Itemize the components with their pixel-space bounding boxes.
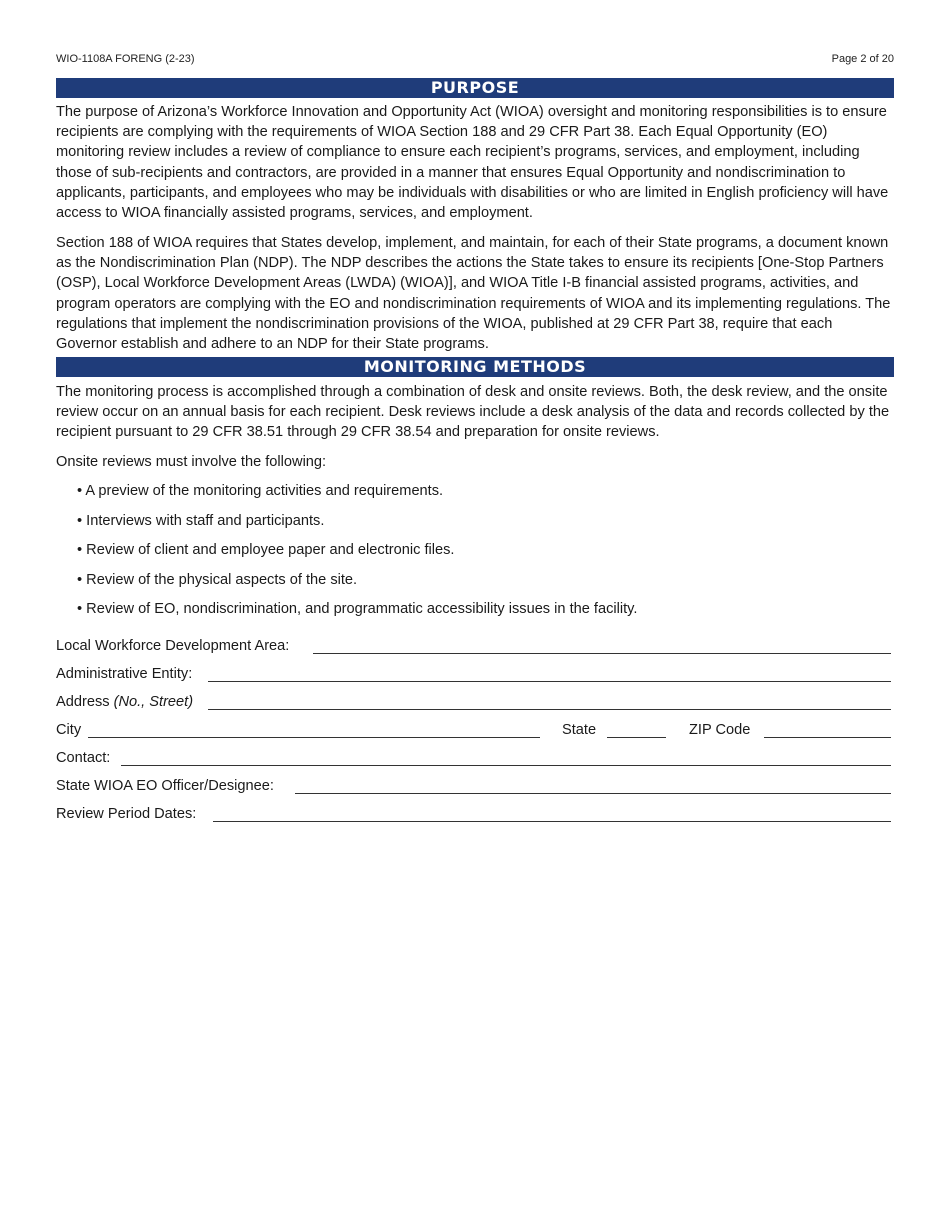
page-number: Page 2 of 20 xyxy=(831,53,894,65)
lwda-label: Local Workforce Development Area: xyxy=(56,638,290,654)
list-item: • Review of EO, nondiscrimination, and programmatic accessibility issues in the facility. xyxy=(77,601,638,617)
purpose-paragraph-2: Section 188 of WIOA requires that States develop, implement, and maintain, for each of their State programs, a document known as the Nondiscrimination Plan (NDP). The NDP describes the actions the State takes to ensure its recipients [One-Stop Partners (OSP), Local Workforce Development Areas (LWDA) (WIOA)], and WIOA Title I-B financial assisted programs, activities, and program operators are complying with the EO and nondiscrimination requirements of WIOA and its implementing regulations. The regulations that implement the nondiscrimination provisions of the WIOA, published at 29 CFR Part 38, require that each Governor establish and adhere to an NDP for their State programs. xyxy=(56,235,891,353)
purpose-heading: PURPOSE xyxy=(56,78,894,98)
form-id: WIO-1108A FORENG (2-23) xyxy=(56,53,195,65)
review-dates-label: Review Period Dates: xyxy=(56,806,197,822)
zip-input[interactable] xyxy=(764,737,891,738)
monitoring-heading: MONITORING METHODS xyxy=(56,357,894,377)
city-input[interactable] xyxy=(88,737,540,738)
list-item: • Interviews with staff and participants. xyxy=(77,513,325,529)
list-item: • A preview of the monitoring activities and requirements. xyxy=(77,483,444,499)
city-label: City xyxy=(56,722,82,738)
eo-officer-label: State WIOA EO Officer/Designee: xyxy=(56,778,274,794)
list-item: • Review of the physical aspects of the site. xyxy=(77,572,358,588)
purpose-paragraph-1: The purpose of Arizona’s Workforce Innovation and Opportunity Act (WIOA) oversight and monitoring responsibilities is to ensure recipients are complying with the requirements of WIOA Section 188 and 29 CFR Part 38. Each Equal Opportunity (EO) monitoring review includes a review of compliance to ensure each recipient’s programs, services, and employment, including those of sub-recipients and contractors, are provided in a manner that ensures Equal Opportunity and nondiscrimination to applicants, participants, and employees who may be individuals with disabilities or who are limited in English proficiency will have access to WIOA financially assisted programs, services, and employment. xyxy=(56,104,889,222)
eo-officer-input[interactable] xyxy=(295,793,891,794)
monitoring-paragraph-1: The monitoring process is accomplished through a combination of desk and onsite reviews. Both, the desk review, and the onsite review occur on an annual basis for each recipient. Desk reviews include a desk analysis of the data and records collected by the recipient pursuant to 29 CFR 38.51 through 29 CFR 38.54 and preparation for onsite reviews. xyxy=(56,384,890,441)
state-label: State xyxy=(562,722,597,738)
address-hint: (No., Street) xyxy=(113,694,194,710)
address-label-text: Address xyxy=(56,694,110,710)
address-input[interactable] xyxy=(208,709,891,710)
admin-entity-label: Administrative Entity: xyxy=(56,666,193,682)
admin-entity-input[interactable] xyxy=(208,681,891,682)
contact-input[interactable] xyxy=(121,765,891,766)
zip-label: ZIP Code xyxy=(689,722,751,738)
review-dates-input[interactable] xyxy=(213,821,891,822)
address-label xyxy=(56,693,193,711)
lwda-input[interactable] xyxy=(313,653,891,654)
state-input[interactable] xyxy=(607,737,666,738)
onsite-intro: Onsite reviews must involve the following: xyxy=(56,454,327,470)
list-item: • Review of client and employee paper and electronic files. xyxy=(77,542,455,558)
contact-label: Contact: xyxy=(56,750,111,766)
